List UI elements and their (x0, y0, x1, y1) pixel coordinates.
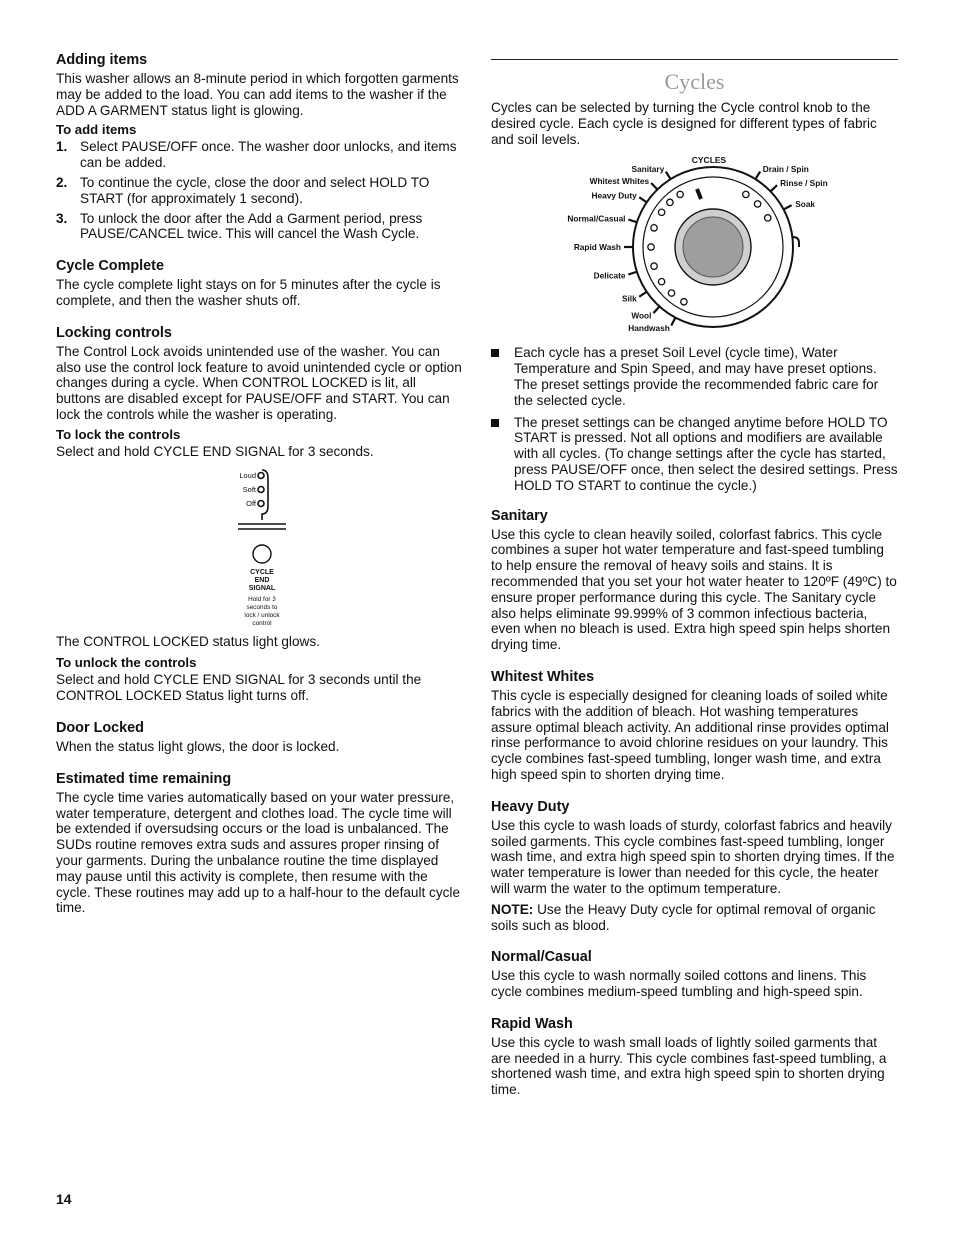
heading-door-locked: Door Locked (56, 719, 144, 736)
button-label-line: END (254, 576, 270, 584)
adding-items-body: This washer allows an 8-minute period in which forgotten garments may be added to the load. You can add items to the washer if the ADD A GARMENT status light is glowing. (56, 71, 459, 118)
unlock-controls-text: Select and hold CYCLE END SIGNAL for 3 seconds until the CONTROL LOCKED Status light turns off. (56, 672, 422, 704)
dial-cycle-label: Delicate (593, 270, 626, 281)
dial-selector-dot (658, 279, 664, 285)
section-whitest-whites (491, 669, 898, 783)
subheading-lock-controls: To lock the controls (56, 426, 181, 442)
dial-selector-dot (765, 215, 771, 221)
step-number: 1. (56, 139, 68, 155)
cycle-dial-diagram (549, 151, 849, 333)
dial-cycles-label: CYCLES (691, 155, 727, 166)
dial-tick-mark (653, 307, 659, 314)
dial-cycle-label: Soak (795, 199, 816, 210)
rapid-wash-body: Use this cycle to wash small loads of lightly soiled garments that are needed in a hurry. This cycle combines fast-speed tumbling, a shortened wash time, and extra high speed spin to shorten drying time. (491, 1034, 887, 1098)
top-rule (491, 59, 898, 60)
cycles-title: Cycles (664, 69, 725, 94)
dial-selector-dot (681, 299, 687, 305)
dial-cycle-label: Rinse / Spin (780, 178, 828, 189)
dial-selector-dot (677, 192, 683, 198)
hint-line: seconds to (246, 603, 278, 611)
heading-sanitary: Sanitary (491, 507, 548, 524)
dial-selector-dot (667, 200, 673, 206)
dial-tick-mark (666, 172, 671, 180)
cycle-end-signal-button (253, 545, 271, 563)
heading-whitest-whites: Whitest Whites (491, 668, 595, 685)
dial-cycle-label: Sanitary (631, 164, 665, 175)
door-locked-body: When the status light glows, the door is locked. (56, 738, 340, 754)
level-indicator-loud (258, 472, 264, 478)
dial-group (633, 155, 799, 327)
button-label-line: SIGNAL (248, 584, 276, 592)
heading-rapid-wash: Rapid Wash (491, 1015, 573, 1032)
dial-selector-dot (754, 201, 760, 207)
dial-selector-dot (658, 210, 664, 216)
lock-controls-text: Select and hold CYCLE END SIGNAL for 3 seconds. (56, 443, 374, 459)
heading-heavy-duty: Heavy Duty (491, 798, 570, 815)
section-sanitary (491, 508, 898, 653)
control-locked-status-text: The CONTROL LOCKED status light glows. (56, 633, 320, 649)
section-adding-items (56, 52, 462, 242)
step-text: Select PAUSE/OFF once. The washer door unlocks, and items can be added. (80, 139, 457, 171)
dial-tick-mark (639, 198, 646, 203)
level-label-loud: Loud (239, 470, 256, 480)
dial-cycle-label: Wool (631, 310, 652, 321)
locking-controls-body: The Control Lock avoids unintended use of the washer. You can also use the control lock feature to avoid unintended cycle or option changes during a cycle. When CONTROL LOCKED is lit, all buttons are disabled except for PAUSE/OFF and START. You can lock the controls while the washer is operating. (56, 343, 462, 422)
dial-selector-dot (651, 225, 657, 231)
left-column (56, 52, 462, 932)
cycle-end-signal-figure (56, 468, 462, 630)
hint-line: Hold for 3 (248, 595, 276, 603)
step-number: 2. (56, 174, 68, 190)
note-label: NOTE: (491, 901, 534, 917)
cycle-end-signal-diagram (232, 468, 292, 628)
heading-locking-controls: Locking controls (56, 324, 172, 341)
cycle-bullets (491, 345, 898, 493)
normal-casual-body: Use this cycle to wash normally soiled cottons and linens. This cycle combines medium-speed tumbling and high-speed spin. (491, 968, 867, 1000)
section-estimated-time (56, 771, 462, 916)
whitest-whites-body: This cycle is especially designed for cleaning loads of soiled white fabrics with the addition of bleach. Hot washing temperatures assure optimal bleach activity. An additional rinse provides optimal rinse performance to avoid chlorine residues on your laundry. This cycle combines fast-speed tumbling, longer wash time, and extra high speed spin to shorten drying time. (491, 687, 889, 782)
bullet-text: Each cycle has a preset Soil Level (cycle time), Water Temperature and Spin Speed, and may have preset options. The preset settings provide the recommended fabric care for the selected cycle. (514, 345, 879, 408)
dial-tick-mark (628, 220, 637, 223)
dial-tick-mark (784, 206, 792, 210)
level-label-soft: Soft (242, 484, 256, 494)
section-cycle-complete (56, 258, 462, 309)
heading-estimated-time: Estimated time remaining (56, 770, 232, 787)
level-indicator-soft (258, 486, 264, 492)
estimated-time-body: The cycle time varies automatically based on your water pressure, water temperature, detergent and clothes load. The cycle time will be extended if oversudsing occurs or the load is unbalanced. The SUDs routine removes extra suds and assures proper rinsing of your garments. During the unbalance routine the time displayed may pause until this activity is complete, then resume with the cycle. These routines may add up to a half-hour to the default cycle time. (56, 789, 461, 916)
heavy-duty-body: Use this cycle to wash loads of sturdy, colorfast fabrics and heavily soiled garments. This cycle combines fast-speed tumbling, longer wash time, and extra high speed spin to shorten drying times. If the water temperature is lower than needed for this cycle, the heater will warm the water to the optimum temperature. (491, 817, 895, 896)
step-text: To continue the cycle, close the door and select HOLD TO START (for approximately 1 second). (80, 174, 430, 206)
dial-cycle-label: Handwash (628, 323, 670, 334)
hint-line: control (252, 619, 272, 627)
page-number: 14 (56, 1191, 72, 1207)
dial-knob-center (683, 217, 743, 277)
dial-selector-dot (651, 263, 657, 269)
bullet-square (491, 349, 499, 357)
dial-tick-mark (639, 292, 646, 297)
dial-selector-dot (648, 244, 654, 250)
section-normal-casual (491, 949, 898, 1000)
bullet-text: The preset settings can be changed anytime before HOLD TO START is pressed. Not all options and modifiers are available with all cycles. (To change settings after the cycle has started, press PAUSE/OFF once, then select the desired settings. Press HOLD TO START to continue the cycle.) (514, 414, 898, 493)
subheading-to-add-items: To add items (56, 122, 137, 138)
dial-cycle-label: Drain / Spin (762, 164, 809, 175)
dial-cycle-label: Rapid Wash (573, 242, 621, 253)
dial-selector-dot (668, 290, 674, 296)
cycle-dial-figure (491, 151, 898, 333)
section-heavy-duty (491, 799, 898, 934)
dial-tick-mark (755, 172, 760, 180)
heading-adding-items: Adding items (56, 52, 148, 68)
dial-cycle-label: Heavy Duty (591, 190, 637, 201)
dial-tick-mark (671, 318, 675, 326)
dial-cycle-label: Silk (621, 293, 637, 304)
dial-selector-dot (743, 192, 749, 198)
add-items-steps (56, 139, 462, 242)
heading-normal-casual: Normal/Casual (491, 949, 592, 966)
dial-cycle-label: Normal/Casual (567, 213, 626, 224)
bullet-item (491, 415, 898, 494)
dial-tick-mark (771, 186, 777, 192)
step-text: To unlock the door after the Add a Garment period, press PAUSE/CANCEL twice. This will cancel the Wash Cycle. (80, 210, 423, 242)
step-item (56, 175, 462, 207)
heavy-duty-note (491, 902, 898, 934)
level-indicator-off (258, 500, 264, 506)
level-label-off: Off (246, 498, 256, 508)
note-text: Use the Heavy Duty cycle for optimal removal of organic soils such as blood. (491, 901, 876, 933)
section-door-locked (56, 720, 462, 755)
bullet-square (491, 419, 499, 427)
dial-pointer (697, 189, 701, 199)
section-rapid-wash (491, 1016, 898, 1098)
cycles-intro: Cycles can be selected by turning the Cycle control knob to the desired cycle. Each cycle is designed for different types of fabric and soil levels. (491, 100, 877, 147)
bullet-item (491, 345, 898, 408)
dial-tick-mark (628, 272, 637, 275)
heading-cycle-complete: Cycle Complete (56, 258, 164, 275)
dial-tick-mark (651, 183, 657, 189)
step-item (56, 139, 462, 171)
step-item (56, 211, 462, 243)
dial-cycle-label: Whitest Whites (589, 176, 650, 187)
section-locking-controls (56, 325, 462, 704)
button-label-line: CYCLE (250, 568, 274, 576)
step-number: 3. (56, 210, 68, 226)
cycle-complete-body: The cycle complete light stays on for 5 minutes after the cycle is complete, and then the washer shuts off. (56, 277, 441, 308)
hint-line: lock / unlock (244, 611, 280, 619)
subheading-unlock-controls: To unlock the controls (56, 655, 197, 671)
sanitary-body: Use this cycle to clean heavily soiled, colorfast fabrics. This cycle combines a super hot water temperature and fast-speed tumbling to help ensure the removal of heavy soils and stains. It is recommended that you set your hot water heater to 120ºF (49ºC) to ensure proper performance during this cycle. The Sanitary cycle also helps eliminate 99.999% of 3 common infectious bacteria, even when no bleach is used. Extra high speed spin helps shorten drying time. (491, 526, 897, 653)
right-column (491, 55, 898, 1114)
